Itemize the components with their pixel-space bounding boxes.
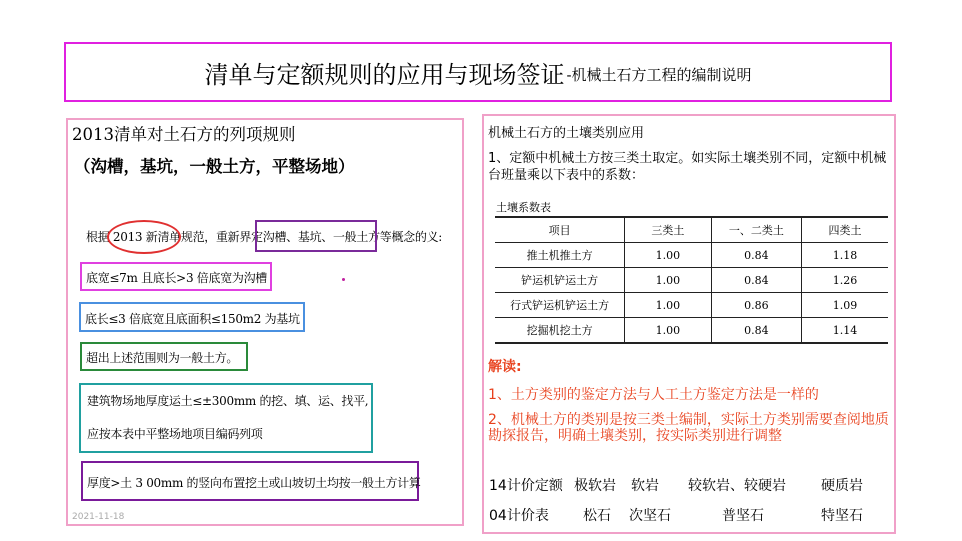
- intro-text: 根据 2013 新清单规范，重新界定沟槽、基坑、一般土方等概念的义:: [86, 230, 443, 244]
- interpretation-point-2: 2、机械土方的类别是按三类土编制，实际土方类别需要查阅地质勘探报告，明确土壤类别，按实际类别进行调整: [488, 412, 889, 444]
- highlight-box: [255, 220, 377, 252]
- rock-class-14-item: 软岩: [631, 478, 659, 494]
- right-panel-paragraph: 1、定额中机械土方按三类土取定。如实际土壤类别不同，定额中机械台班量乘以下表中的系数：: [488, 151, 887, 183]
- highlight-ellipse: [107, 220, 181, 254]
- rule-site-leveling: [79, 383, 373, 453]
- stray-dot: [342, 278, 345, 281]
- interpretation-point-1: 1、土方类别的鉴定方法与人工土方鉴定方法是一样的: [488, 387, 819, 403]
- table-row: [495, 318, 888, 344]
- table-caption: 土壤系数表: [496, 201, 551, 214]
- left-panel-title: 2013清单对土石方的列项规则: [72, 125, 296, 144]
- rock-class-14-label: 14计价定额: [489, 478, 563, 494]
- table-cell: 0.84: [711, 243, 801, 268]
- rock-class-14-item: 较软岩、较硬岩: [688, 478, 786, 494]
- rock-class-04-item: 次坚石: [629, 508, 671, 524]
- slide-subtitle: -机械土石方工程的编制说明: [566, 65, 752, 84]
- table-header-cell: 四类土: [802, 217, 888, 243]
- table-cell: 1.00: [625, 243, 711, 268]
- slide-date: 2021-11-18: [72, 512, 125, 522]
- table-cell: 1.00: [625, 318, 711, 344]
- table-cell: 挖掘机挖土方: [495, 318, 625, 344]
- rule-thick-excavation: 厚度>土 3 00mm 的竖向布置挖土或山坡切土均按一般土方计算: [81, 461, 419, 501]
- rule-site-leveling-line2: 应按本表中平整场地项目编码列项: [87, 427, 263, 441]
- left-panel-subtitle: （沟槽，基坑，一般土方，平整场地）: [74, 157, 355, 176]
- table-row: [495, 268, 888, 293]
- right-panel-title: 机械土石方的土壤类别应用: [488, 126, 645, 141]
- table-header-cell: 一、二类土: [711, 217, 801, 243]
- rock-class-14-item: 极软岩: [574, 478, 616, 494]
- interpretation-label: 解读:: [488, 359, 522, 375]
- rule-trench: 底宽≤7m 且底长>3 倍底宽为沟槽: [80, 262, 272, 291]
- table-cell: 0.86: [711, 293, 801, 318]
- table-cell: 行式铲运机铲运土方: [495, 293, 625, 318]
- table-cell: 1.00: [625, 293, 711, 318]
- table-cell: 铲运机铲运土方: [495, 268, 625, 293]
- table-cell: 1.14: [802, 318, 888, 344]
- table-cell: 0.84: [711, 318, 801, 344]
- rock-class-04-item: 松石: [583, 508, 611, 524]
- table-cell: 1.18: [802, 243, 888, 268]
- table-cell: 1.09: [802, 293, 888, 318]
- rule-site-leveling-line1: 建筑物场地厚度运土≤±300mm 的挖、填、运、找平,: [87, 394, 369, 408]
- rule-general: 超出上述范围则为一般土方。: [80, 342, 248, 371]
- rock-class-04-item: 特坚石: [821, 508, 863, 524]
- table-cell: 0.84: [711, 268, 801, 293]
- table-header-cell: 三类土: [625, 217, 711, 243]
- table-cell: 1.26: [802, 268, 888, 293]
- table-row: [495, 243, 888, 268]
- soil-coefficient-table: [495, 216, 888, 344]
- rule-pit: 底长≤3 倍底宽且底面积≤150m2 为基坑: [79, 302, 305, 332]
- table-header-row: [495, 217, 888, 243]
- rock-class-14-item: 硬质岩: [821, 478, 863, 494]
- slide-title-box: [64, 42, 892, 102]
- table-cell: 推土机推土方: [495, 243, 625, 268]
- slide-title: 清单与定额规则的应用与现场签证: [204, 60, 565, 89]
- table-cell: 1.00: [625, 268, 711, 293]
- table-header-cell: 项目: [495, 217, 625, 243]
- rock-class-04-label: 04计价表: [489, 508, 549, 524]
- rock-class-04-item: 普坚石: [722, 508, 764, 524]
- table-row: [495, 293, 888, 318]
